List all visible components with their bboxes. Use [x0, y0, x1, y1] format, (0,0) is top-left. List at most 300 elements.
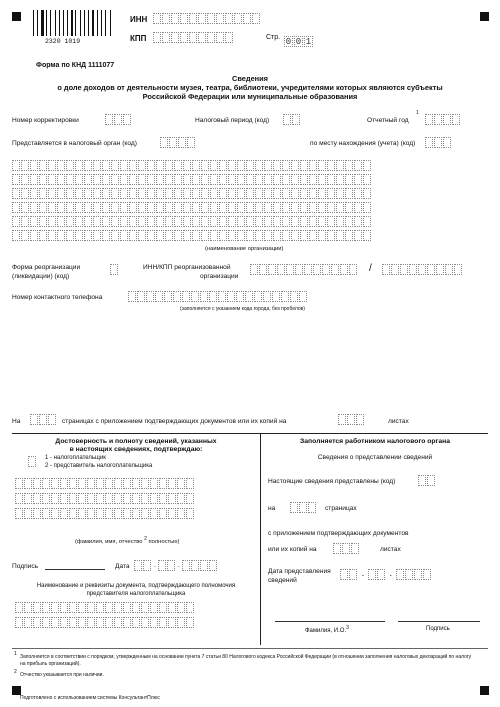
character-cell[interactable] [141, 478, 149, 489]
character-cell[interactable] [156, 230, 164, 241]
character-cell[interactable] [443, 137, 451, 148]
character-cell[interactable] [153, 32, 161, 43]
character-cell[interactable] [246, 174, 254, 185]
character-cell[interactable] [165, 188, 173, 199]
character-cell[interactable] [400, 264, 408, 275]
character-cell[interactable] [147, 202, 155, 213]
character-cell[interactable] [147, 230, 155, 241]
character-cell[interactable] [318, 216, 326, 227]
character-cell[interactable] [138, 188, 146, 199]
character-cell[interactable] [263, 291, 271, 302]
character-cell[interactable] [102, 174, 110, 185]
character-cell[interactable] [225, 32, 233, 43]
character-cell[interactable] [189, 32, 197, 43]
character-cell[interactable] [111, 174, 119, 185]
character-cell[interactable] [123, 114, 131, 125]
character-cell[interactable] [51, 478, 59, 489]
character-cell[interactable] [454, 264, 462, 275]
character-cell[interactable] [210, 202, 218, 213]
character-cell[interactable] [66, 202, 74, 213]
character-cell[interactable] [186, 617, 194, 628]
character-cell[interactable] [268, 264, 276, 275]
character-cell[interactable] [255, 188, 263, 199]
character-cell[interactable] [120, 188, 128, 199]
character-cell[interactable] [69, 493, 77, 504]
character-cell[interactable] [114, 602, 122, 613]
character-cell[interactable] [425, 114, 433, 125]
submitted-code-field[interactable] [418, 475, 436, 486]
character-cell[interactable] [174, 160, 182, 171]
character-cell[interactable] [183, 230, 191, 241]
character-cell[interactable] [168, 508, 176, 519]
character-cell[interactable] [105, 493, 113, 504]
character-cell[interactable] [156, 174, 164, 185]
character-cell[interactable] [110, 264, 118, 275]
character-cell[interactable] [345, 188, 353, 199]
character-cell[interactable] [191, 560, 199, 571]
character-cell[interactable] [169, 137, 177, 148]
character-cell[interactable] [147, 174, 155, 185]
character-cell[interactable] [299, 502, 307, 513]
character-cell[interactable] [186, 493, 194, 504]
character-cell[interactable] [129, 188, 137, 199]
character-cell[interactable] [84, 202, 92, 213]
character-cell[interactable] [342, 543, 350, 554]
character-cell[interactable] [105, 617, 113, 628]
character-cell[interactable] [237, 216, 245, 227]
character-cell[interactable] [39, 202, 47, 213]
character-cell[interactable] [234, 13, 242, 24]
character-cell[interactable] [354, 188, 362, 199]
character-cell[interactable] [30, 230, 38, 241]
reorg-form-field[interactable] [110, 264, 119, 275]
character-cell[interactable] [120, 230, 128, 241]
character-cell[interactable] [219, 202, 227, 213]
signer-type-field[interactable] [28, 456, 37, 467]
character-cell[interactable] [282, 230, 290, 241]
character-cell[interactable] [171, 32, 179, 43]
character-cell[interactable] [21, 188, 29, 199]
character-cell[interactable] [129, 160, 137, 171]
character-cell[interactable] [96, 508, 104, 519]
character-cell[interactable] [150, 602, 158, 613]
character-cell[interactable] [210, 216, 218, 227]
character-cell[interactable] [246, 230, 254, 241]
character-cell[interactable] [96, 617, 104, 628]
character-cell[interactable] [363, 216, 371, 227]
character-cell[interactable] [174, 174, 182, 185]
character-cell[interactable] [120, 160, 128, 171]
character-cell[interactable] [345, 230, 353, 241]
character-cell[interactable] [186, 602, 194, 613]
character-cell[interactable] [160, 137, 168, 148]
character-cell[interactable] [246, 202, 254, 213]
character-cell[interactable] [51, 602, 59, 613]
location-code-field[interactable] [425, 137, 452, 148]
kpp-field[interactable] [153, 32, 234, 43]
character-cell[interactable] [336, 216, 344, 227]
character-cell[interactable] [102, 160, 110, 171]
character-cell[interactable] [174, 188, 182, 199]
character-cell[interactable] [292, 114, 300, 125]
character-cell[interactable] [132, 478, 140, 489]
character-cell[interactable] [363, 160, 371, 171]
character-cell[interactable] [60, 602, 68, 613]
character-cell[interactable] [168, 617, 176, 628]
correction-number-field[interactable] [105, 114, 132, 125]
character-cell[interactable] [51, 493, 59, 504]
character-cell[interactable] [318, 160, 326, 171]
character-cell[interactable] [396, 569, 404, 580]
character-cell[interactable] [57, 174, 65, 185]
character-cell[interactable] [75, 230, 83, 241]
character-cell[interactable] [15, 493, 23, 504]
character-cell[interactable] [295, 264, 303, 275]
character-cell[interactable] [96, 602, 104, 613]
character-cell[interactable] [147, 188, 155, 199]
character-cell[interactable] [201, 216, 209, 227]
character-cell[interactable] [452, 114, 460, 125]
character-cell[interactable] [162, 13, 170, 24]
character-cell[interactable] [102, 188, 110, 199]
character-cell[interactable] [313, 264, 321, 275]
character-cell[interactable] [186, 478, 194, 489]
character-cell[interactable] [183, 216, 191, 227]
character-cell[interactable] [28, 456, 36, 467]
character-cell[interactable] [192, 160, 200, 171]
character-cell[interactable] [48, 202, 56, 213]
character-cell[interactable] [129, 174, 137, 185]
character-cell[interactable] [345, 202, 353, 213]
character-cell[interactable] [345, 174, 353, 185]
character-cell[interactable] [156, 202, 164, 213]
character-cell[interactable] [78, 478, 86, 489]
character-cell[interactable] [345, 160, 353, 171]
character-cell[interactable] [180, 13, 188, 24]
character-cell[interactable] [153, 13, 161, 24]
character-cell[interactable] [42, 617, 50, 628]
character-cell[interactable] [228, 160, 236, 171]
character-cell[interactable] [87, 493, 95, 504]
character-cell[interactable] [245, 291, 253, 302]
character-cell[interactable] [105, 114, 113, 125]
character-cell[interactable] [33, 617, 41, 628]
character-cell[interactable] [327, 160, 335, 171]
character-cell[interactable] [168, 493, 176, 504]
character-cell[interactable] [51, 617, 59, 628]
character-cell[interactable] [218, 291, 226, 302]
character-cell[interactable] [201, 202, 209, 213]
character-cell[interactable] [150, 617, 158, 628]
character-cell[interactable] [164, 291, 172, 302]
character-cell[interactable] [327, 216, 335, 227]
character-cell[interactable] [336, 188, 344, 199]
character-cell[interactable] [138, 174, 146, 185]
character-cell[interactable] [192, 216, 200, 227]
character-cell[interactable] [228, 188, 236, 199]
character-cell[interactable] [368, 569, 376, 580]
character-cell[interactable] [105, 478, 113, 489]
character-cell[interactable] [340, 569, 348, 580]
character-cell[interactable] [273, 230, 281, 241]
character-cell[interactable] [354, 202, 362, 213]
character-cell[interactable] [219, 216, 227, 227]
character-cell[interactable] [57, 230, 65, 241]
character-cell[interactable] [436, 264, 444, 275]
character-cell[interactable] [182, 291, 190, 302]
character-cell[interactable] [300, 216, 308, 227]
character-cell[interactable] [291, 188, 299, 199]
character-cell[interactable] [84, 230, 92, 241]
character-cell[interactable] [39, 230, 47, 241]
character-cell[interactable] [75, 174, 83, 185]
character-cell[interactable] [418, 475, 426, 486]
character-cell[interactable] [114, 478, 122, 489]
character-cell[interactable] [427, 264, 435, 275]
character-cell[interactable] [141, 508, 149, 519]
character-cell[interactable] [309, 202, 317, 213]
character-cell[interactable] [165, 202, 173, 213]
character-cell[interactable] [155, 291, 163, 302]
character-cell[interactable] [21, 216, 29, 227]
character-cell[interactable] [255, 230, 263, 241]
character-cell[interactable] [354, 160, 362, 171]
character-cell[interactable] [405, 569, 413, 580]
character-cell[interactable] [338, 414, 346, 425]
character-cell[interactable] [15, 508, 23, 519]
character-cell[interactable] [363, 202, 371, 213]
character-cell[interactable] [30, 216, 38, 227]
character-cell[interactable] [219, 160, 227, 171]
character-cell[interactable] [209, 291, 217, 302]
character-cell[interactable] [192, 174, 200, 185]
character-cell[interactable] [349, 569, 357, 580]
character-cell[interactable] [201, 188, 209, 199]
character-cell[interactable] [66, 230, 74, 241]
character-cell[interactable] [57, 202, 65, 213]
character-cell[interactable] [281, 291, 289, 302]
character-cell[interactable] [273, 174, 281, 185]
character-cell[interactable] [78, 508, 86, 519]
character-cell[interactable] [78, 617, 86, 628]
character-cell[interactable] [48, 188, 56, 199]
character-cell[interactable] [51, 508, 59, 519]
character-cell[interactable] [146, 291, 154, 302]
character-cell[interactable] [327, 230, 335, 241]
character-cell[interactable] [200, 560, 208, 571]
character-cell[interactable] [69, 478, 77, 489]
character-cell[interactable] [273, 188, 281, 199]
character-cell[interactable] [277, 264, 285, 275]
character-cell[interactable] [150, 478, 158, 489]
character-cell[interactable] [158, 560, 166, 571]
character-cell[interactable] [60, 493, 68, 504]
character-cell[interactable] [30, 414, 38, 425]
character-cell[interactable] [255, 216, 263, 227]
character-cell[interactable] [282, 216, 290, 227]
character-cell[interactable] [57, 216, 65, 227]
character-cell[interactable] [42, 602, 50, 613]
character-cell[interactable] [128, 291, 136, 302]
character-cell[interactable] [93, 202, 101, 213]
character-cell[interactable] [84, 174, 92, 185]
character-cell[interactable] [198, 13, 206, 24]
character-cell[interactable] [30, 202, 38, 213]
character-cell[interactable] [336, 202, 344, 213]
character-cell[interactable] [333, 543, 341, 554]
character-cell[interactable] [210, 230, 218, 241]
character-cell[interactable] [159, 508, 167, 519]
character-cell[interactable] [30, 174, 38, 185]
character-cell[interactable] [141, 602, 149, 613]
character-cell[interactable] [42, 508, 50, 519]
character-cell[interactable] [186, 508, 194, 519]
character-cell[interactable] [349, 264, 357, 275]
character-cell[interactable] [60, 508, 68, 519]
character-cell[interactable] [137, 291, 145, 302]
character-cell[interactable] [66, 174, 74, 185]
character-cell[interactable] [246, 188, 254, 199]
character-cell[interactable] [427, 475, 435, 486]
character-cell[interactable] [201, 160, 209, 171]
character-cell[interactable] [336, 174, 344, 185]
pages-count-field[interactable] [30, 414, 57, 425]
character-cell[interactable] [173, 291, 181, 302]
character-cell[interactable] [414, 569, 422, 580]
character-cell[interactable] [141, 617, 149, 628]
character-cell[interactable] [138, 202, 146, 213]
character-cell[interactable] [12, 202, 20, 213]
character-cell[interactable] [33, 508, 41, 519]
character-cell[interactable] [138, 230, 146, 241]
character-cell[interactable] [132, 602, 140, 613]
character-cell[interactable] [300, 230, 308, 241]
character-cell[interactable] [147, 160, 155, 171]
character-cell[interactable] [423, 569, 431, 580]
character-cell[interactable] [156, 188, 164, 199]
character-cell[interactable] [237, 202, 245, 213]
sign-date-field[interactable]: . . [134, 560, 218, 571]
character-cell[interactable] [93, 188, 101, 199]
character-cell[interactable] [165, 174, 173, 185]
character-cell[interactable] [327, 188, 335, 199]
character-cell[interactable] [200, 291, 208, 302]
character-cell[interactable] [327, 202, 335, 213]
character-cell[interactable] [192, 202, 200, 213]
character-cell[interactable] [87, 478, 95, 489]
character-cell[interactable] [15, 478, 23, 489]
character-cell[interactable] [282, 188, 290, 199]
character-cell[interactable] [69, 617, 77, 628]
character-cell[interactable] [93, 216, 101, 227]
character-cell[interactable] [66, 160, 74, 171]
character-cell[interactable] [210, 160, 218, 171]
character-cell[interactable] [84, 160, 92, 171]
character-cell[interactable] [363, 188, 371, 199]
character-cell[interactable] [33, 602, 41, 613]
character-cell[interactable] [167, 560, 175, 571]
phone-field[interactable] [128, 291, 308, 302]
character-cell[interactable] [246, 216, 254, 227]
character-cell[interactable] [228, 216, 236, 227]
character-cell[interactable] [434, 114, 442, 125]
character-cell[interactable] [132, 508, 140, 519]
character-cell[interactable] [159, 602, 167, 613]
character-cell[interactable] [57, 188, 65, 199]
official-pages-field[interactable] [290, 502, 317, 513]
character-cell[interactable] [114, 493, 122, 504]
character-cell[interactable] [171, 13, 179, 24]
character-cell[interactable] [434, 137, 442, 148]
character-cell[interactable] [192, 230, 200, 241]
character-cell[interactable] [87, 602, 95, 613]
character-cell[interactable] [336, 160, 344, 171]
character-cell[interactable] [12, 230, 20, 241]
character-cell[interactable] [391, 264, 399, 275]
character-cell[interactable] [198, 32, 206, 43]
signature-line[interactable] [45, 569, 105, 570]
fio-line[interactable] [275, 621, 385, 622]
character-cell[interactable] [182, 560, 190, 571]
character-cell[interactable] [66, 188, 74, 199]
character-cell[interactable] [255, 160, 263, 171]
character-cell[interactable] [114, 617, 122, 628]
character-cell[interactable] [354, 174, 362, 185]
character-cell[interactable] [354, 216, 362, 227]
character-cell[interactable] [159, 493, 167, 504]
character-cell[interactable] [48, 216, 56, 227]
character-cell[interactable] [168, 478, 176, 489]
character-cell[interactable] [105, 602, 113, 613]
character-cell[interactable] [356, 414, 364, 425]
character-cell[interactable] [30, 160, 38, 171]
character-cell[interactable] [177, 478, 185, 489]
character-cell[interactable] [209, 560, 217, 571]
character-cell[interactable] [201, 230, 209, 241]
character-cell[interactable] [12, 188, 20, 199]
character-cell[interactable] [93, 160, 101, 171]
character-cell[interactable] [264, 174, 272, 185]
character-cell[interactable] [219, 230, 227, 241]
character-cell[interactable] [105, 508, 113, 519]
character-cell[interactable] [272, 291, 280, 302]
character-cell[interactable] [264, 230, 272, 241]
character-cell[interactable] [111, 216, 119, 227]
character-cell[interactable] [264, 188, 272, 199]
character-cell[interactable] [291, 202, 299, 213]
character-cell[interactable] [87, 617, 95, 628]
character-cell[interactable] [227, 291, 235, 302]
character-cell[interactable] [191, 291, 199, 302]
character-cell[interactable] [282, 202, 290, 213]
character-cell[interactable] [129, 230, 137, 241]
character-cell[interactable] [111, 230, 119, 241]
character-cell[interactable] [33, 493, 41, 504]
character-cell[interactable] [78, 602, 86, 613]
character-cell[interactable] [216, 32, 224, 43]
character-cell[interactable] [201, 174, 209, 185]
character-cell[interactable] [143, 560, 151, 571]
character-cell[interactable] [39, 174, 47, 185]
character-cell[interactable] [120, 202, 128, 213]
character-cell[interactable] [254, 291, 262, 302]
character-cell[interactable] [304, 264, 312, 275]
character-cell[interactable] [409, 264, 417, 275]
character-cell[interactable] [354, 230, 362, 241]
character-cell[interactable] [291, 216, 299, 227]
character-cell[interactable] [114, 114, 122, 125]
character-cell[interactable] [309, 216, 317, 227]
